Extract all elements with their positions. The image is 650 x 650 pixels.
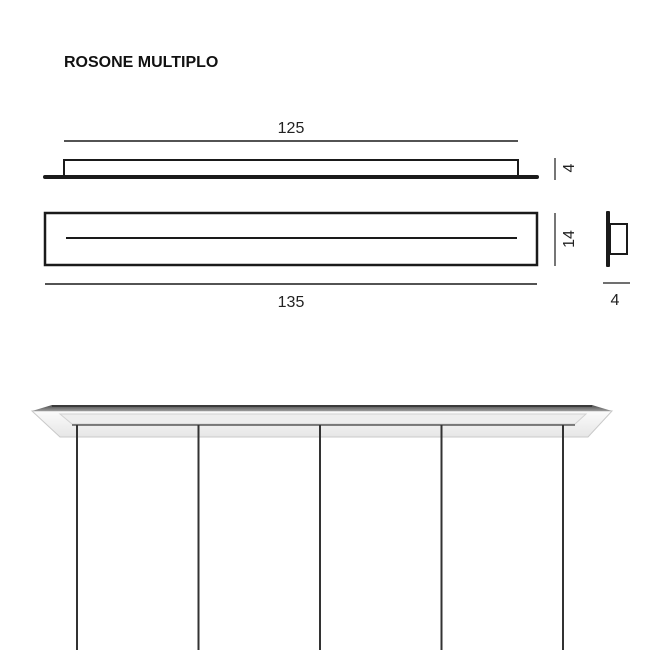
side-profile-body bbox=[610, 224, 627, 254]
front-view bbox=[45, 213, 578, 311]
dimension-label-135: 135 bbox=[277, 294, 305, 311]
perspective-render bbox=[32, 405, 612, 650]
top-view bbox=[45, 120, 578, 180]
dimension-label-4-side: 4 bbox=[610, 292, 620, 309]
pendant-cables bbox=[77, 425, 563, 650]
dimension-label-4-top: 4 bbox=[561, 163, 578, 173]
dimension-label-125: 125 bbox=[277, 120, 305, 137]
top-plate-outline bbox=[64, 160, 518, 177]
canopy-recess bbox=[60, 414, 586, 424]
side-profile-view bbox=[603, 211, 630, 309]
drawing-title: ROSONE MULTIPLO bbox=[64, 54, 219, 71]
dimension-label-14: 14 bbox=[561, 230, 578, 248]
